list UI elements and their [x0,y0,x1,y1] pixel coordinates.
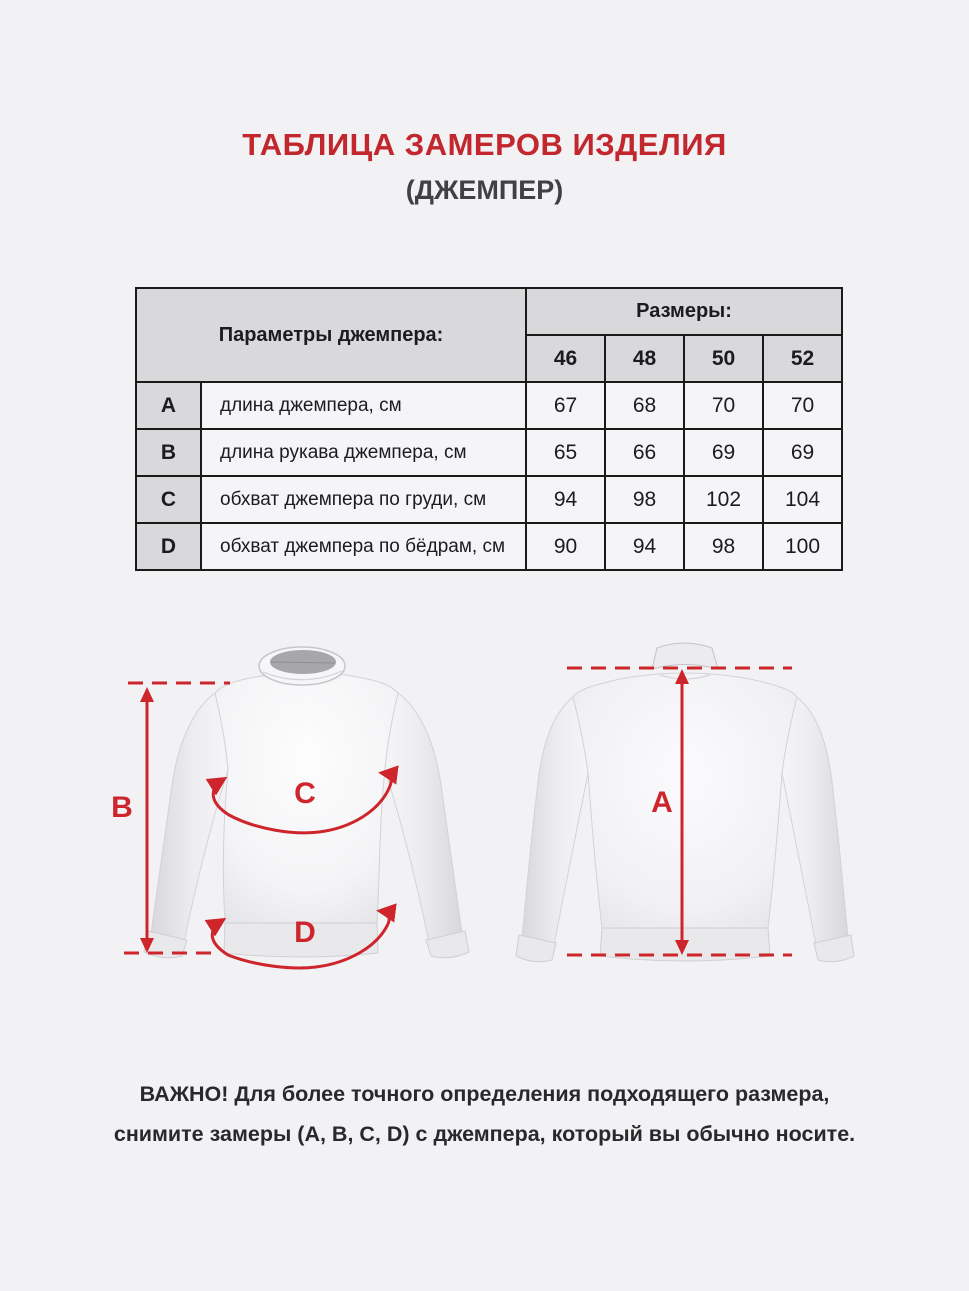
size-column-52: 52 [763,335,842,382]
table-row-b [136,429,842,476]
row-letter-cell: D [136,523,201,570]
label-d: D [294,916,316,949]
value-cell: 65 [526,429,605,476]
table-row-d [136,523,842,570]
value-cell: 104 [763,476,842,523]
row-letter-cell: A [136,382,201,429]
value-cell: 69 [763,429,842,476]
value-cell: 70 [763,382,842,429]
back-body [573,673,797,928]
back-sweater-illustration [516,643,854,962]
size-column-46: 46 [526,335,605,382]
label-c: C [294,777,316,810]
value-cell: 69 [684,429,763,476]
param-name-cell: обхват джемпера по груди, см [201,476,526,523]
size-column-50: 50 [684,335,763,382]
value-cell: 100 [763,523,842,570]
note-line-1: ВАЖНО! Для более точного определения подходящего размера, [139,1082,830,1106]
value-cell: 102 [684,476,763,523]
value-cell: 98 [605,476,684,523]
param-name-cell: длина рукава джемпера, см [201,429,526,476]
table-row-a [136,382,842,429]
front-right-sleeve [385,693,462,942]
value-cell: 98 [684,523,763,570]
size-column-48: 48 [605,335,684,382]
param-name-cell: обхват джемпера по бёдрам, см [201,523,526,570]
front-left-sleeve [151,693,228,942]
important-note [0,1074,969,1154]
value-cell: 90 [526,523,605,570]
value-cell: 94 [526,476,605,523]
row-letter-cell: B [136,429,201,476]
params-header-cell: Параметры джемпера: [136,288,526,382]
sleeve-length-arrow-b [140,687,154,953]
label-b: B [111,791,133,824]
value-cell: 67 [526,382,605,429]
measurements-table [135,287,843,571]
value-cell: 94 [605,523,684,570]
note-line-2: снимите замеры (A, B, C, D) с джемпера, который вы обычно носите. [113,1122,856,1146]
sizes-header-cell: Размеры: [526,288,842,335]
back-right-sleeve [782,697,848,945]
value-cell: 68 [605,382,684,429]
label-a: A [651,786,673,819]
measurement-diagram [60,615,910,1035]
value-cell: 66 [605,429,684,476]
page-title: ТАБЛИЦА ЗАМЕРОВ ИЗДЕЛИЯ [242,127,727,162]
back-collar [652,643,718,669]
back-left-sleeve [522,697,588,945]
page-subtitle: (ДЖЕМПЕР) [405,175,564,205]
value-cell: 70 [684,382,763,429]
row-letter-cell: C [136,476,201,523]
table-row-c [136,476,842,523]
param-name-cell: длина джемпера, см [201,382,526,429]
